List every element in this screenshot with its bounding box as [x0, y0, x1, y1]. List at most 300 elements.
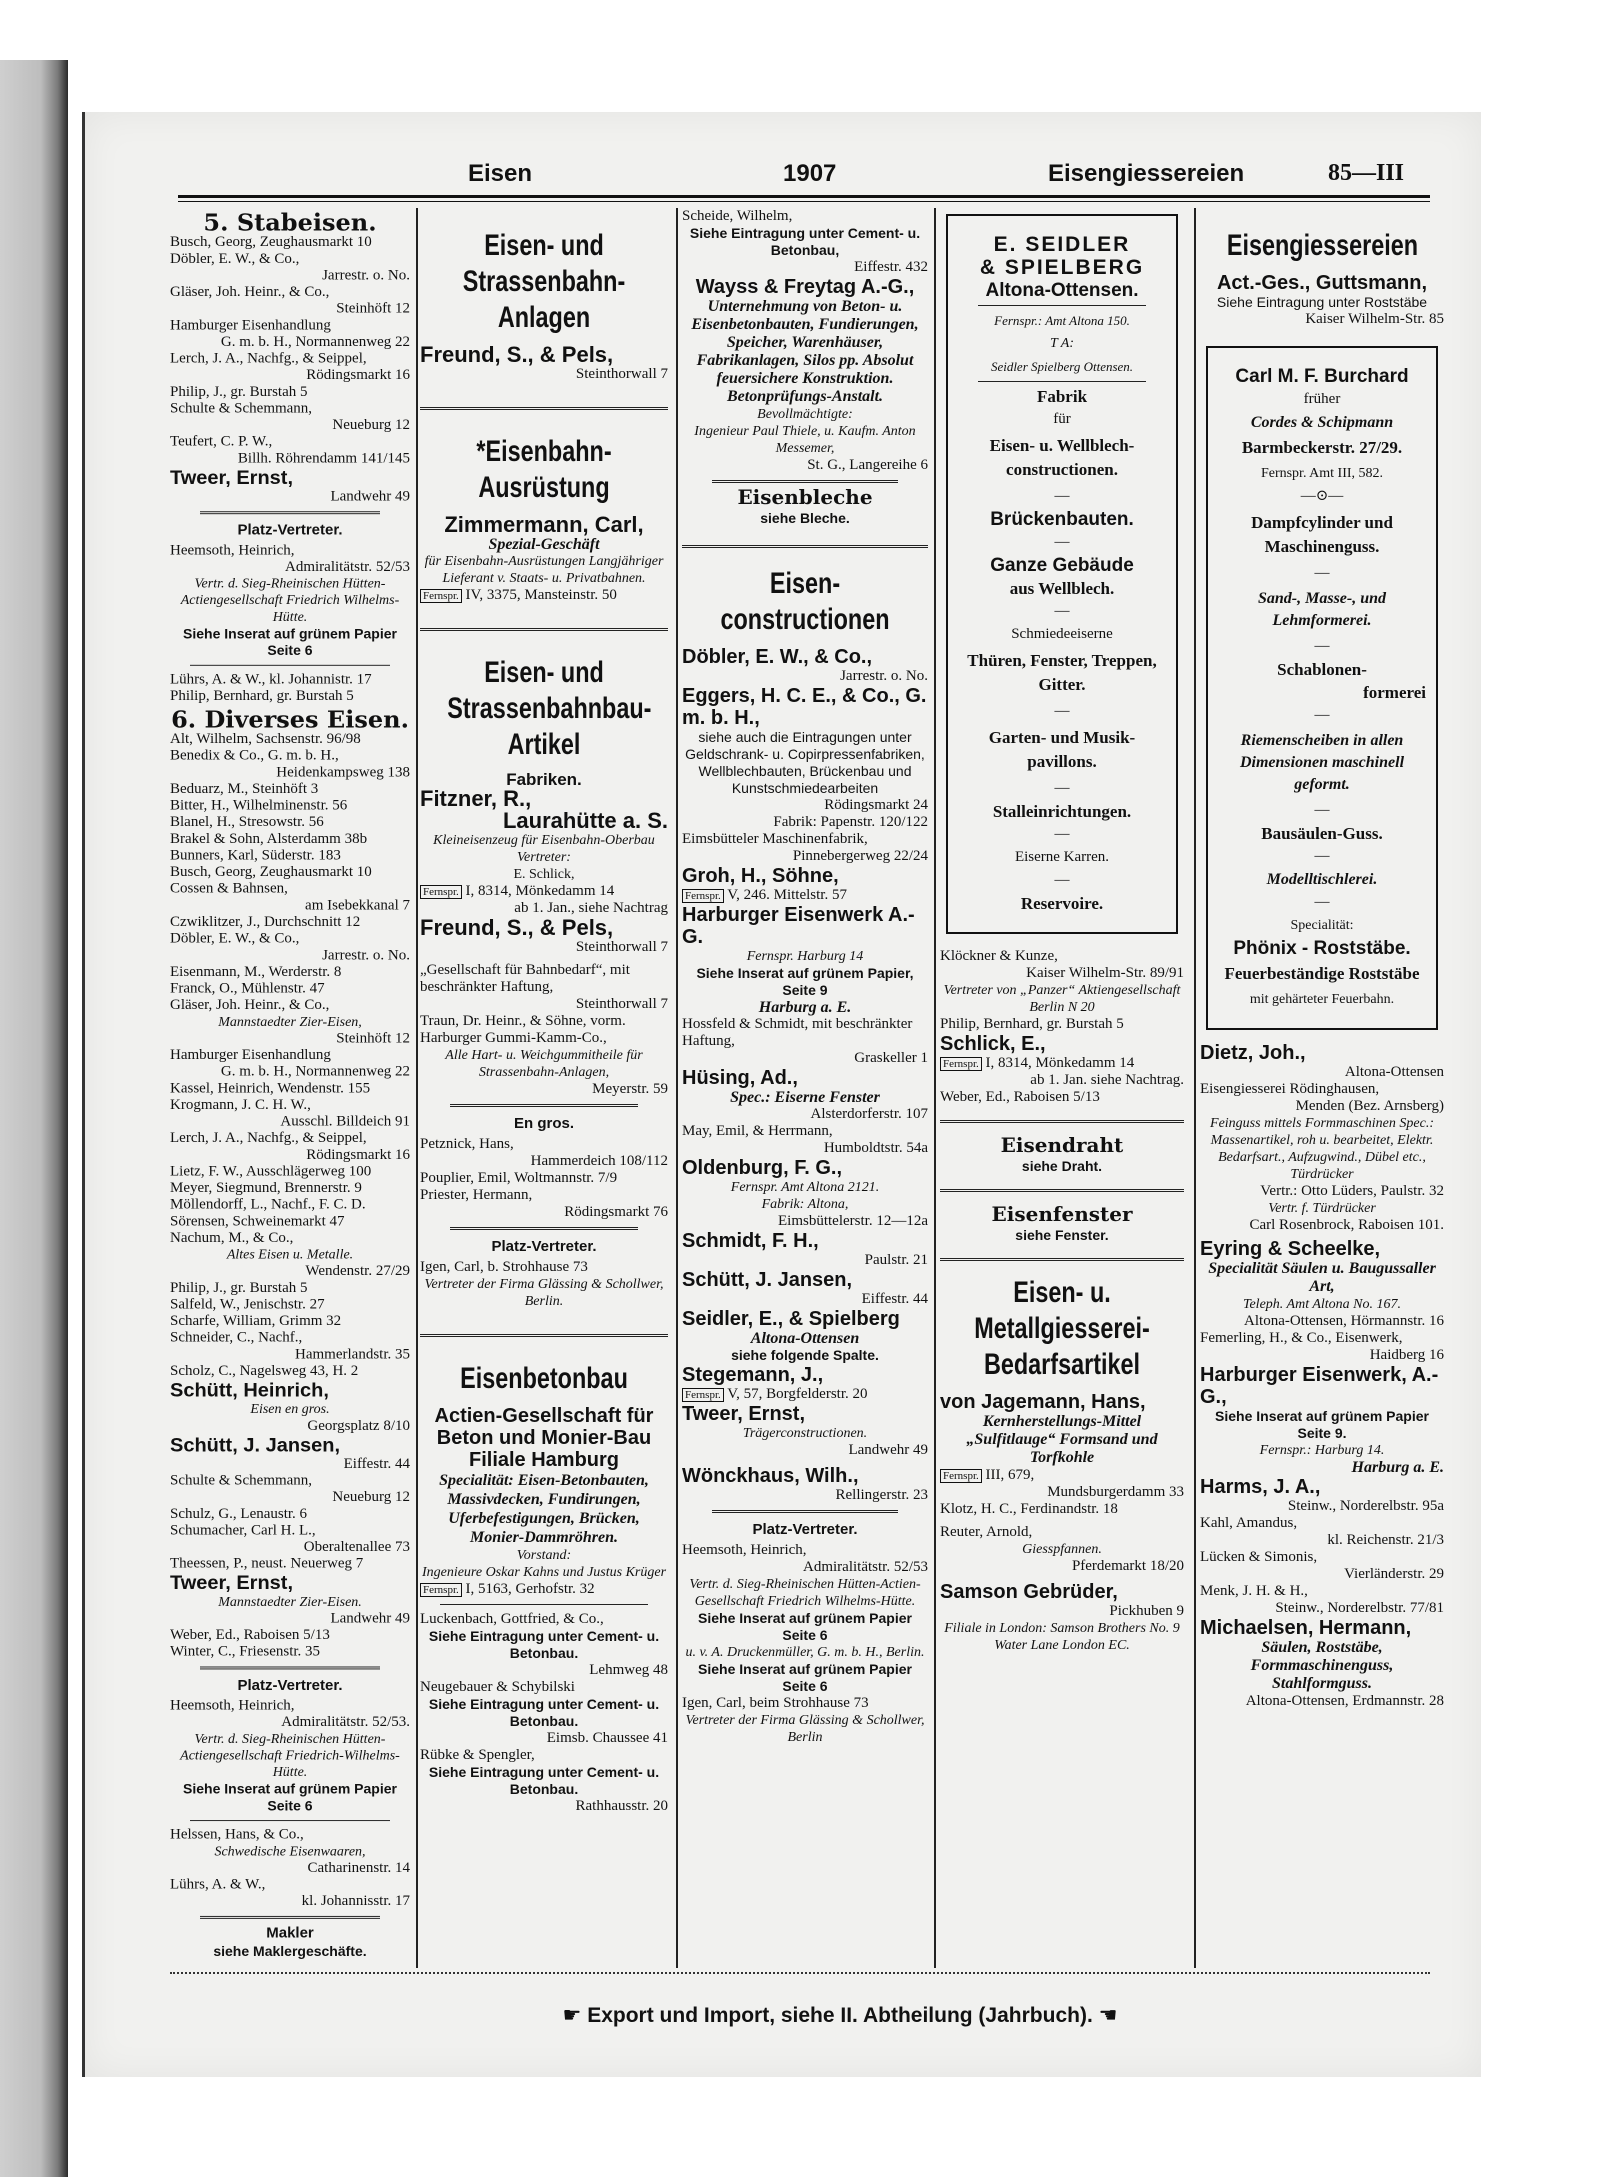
- ad-text: Thüren, Fenster, Treppen, Gitter.: [967, 651, 1157, 694]
- entry-notice: Siehe Eintragung unter Cement- u. Betonbau.: [428, 1628, 660, 1661]
- entry-name: Gläser, Joh. Heinr., & Co.,: [170, 997, 330, 1014]
- entry-address: Rathhausstr. 20: [575, 1798, 668, 1814]
- entry-name: Eimsbütteler Maschinenfabrik,: [682, 831, 868, 847]
- entry-name: Schlick, E.,: [940, 1033, 1046, 1055]
- column-rule: [934, 208, 936, 1968]
- entry-note: Vertr. f. Türdrücker: [1268, 1201, 1376, 1216]
- entry-address: Altona-Ottensen, Erdmannstr. 28: [1245, 1693, 1444, 1709]
- entry-name: Wayss & Freytag A.-G.,: [695, 276, 915, 298]
- list-item: [170, 1263, 410, 1280]
- entry-name: Harburger Eisenwerk A.-G.: [682, 904, 915, 948]
- entry-name: Act.-Ges., Guttsmann,: [1216, 272, 1428, 294]
- category-heading: Eisenbleche: [737, 485, 873, 509]
- list-item: [170, 731, 410, 748]
- entry-name: Freund, S., & Pels,: [420, 915, 614, 940]
- list-item: [170, 1297, 410, 1314]
- entry-address: Rödingsmarkt 16: [306, 1147, 410, 1163]
- entry-name: Zimmermann, Carl,: [444, 512, 644, 537]
- entry-note: Vorstand:: [516, 1548, 572, 1563]
- entry-name: Lietz, F. W., Ausschlägerweg 100: [170, 1163, 372, 1180]
- entry-address: Alsterdorferstr. 107: [810, 1106, 928, 1122]
- divider: [712, 480, 898, 483]
- entry-notice: siehe auch die Eintragungen unter Geldschrank- u. Copirpressenfabriken, Wellblechbauten, Brückenbau und Kunstschmiedearbeiten: [685, 729, 925, 796]
- entry-name: Philip, J., gr. Burstah 5: [170, 1280, 308, 1296]
- list-item: [170, 384, 410, 401]
- telephone-label: Fernspr.: [940, 1469, 982, 1483]
- entry-address: Hammerdeich 108/112: [530, 1153, 668, 1169]
- entry-address: Jarrestr. o. No.: [322, 947, 410, 964]
- ad-text: Stalleinrichtungen.: [992, 802, 1132, 821]
- entry-name: Schneider, C., Nachf.,: [170, 1329, 303, 1346]
- entry-address: Haidberg 16: [1369, 1347, 1444, 1363]
- entry-name: Lührs, A. & W.,: [170, 1876, 266, 1893]
- entry-name: Eisenmann, M., Werderstr. 8: [170, 964, 342, 980]
- list-item: [170, 748, 410, 781]
- entry: Weber, Ed., Raboisen 5/13: [940, 1089, 1100, 1105]
- ad-dash: —: [1314, 802, 1330, 818]
- entry: Klotz, H. C., Ferdinandstr. 18: [940, 1501, 1118, 1517]
- entry-name: Bunners, Karl, Süderstr. 183: [170, 847, 341, 864]
- list-item: [170, 1627, 410, 1644]
- ad-text: Bausäulen-Guss.: [1261, 824, 1383, 843]
- section-note: siehe Maklergeschäfte.: [213, 1943, 367, 1959]
- entry-name: Winter, C., Friesenstr. 35: [170, 1643, 321, 1660]
- list-item: [170, 997, 410, 1030]
- entry-name: Franck, O., Mühlenstr. 47: [170, 980, 325, 997]
- entry-address: Jarrestr. o. No.: [322, 267, 410, 284]
- entry-note: Giesspfannen.: [1022, 1542, 1102, 1557]
- entry-name: Femerling, H., & Co., Eisenwerk,: [1200, 1330, 1403, 1346]
- list-item: [170, 814, 410, 831]
- entry-address: Eiffestr. 44: [343, 1456, 410, 1472]
- entry-address: Landwehr 49: [848, 1442, 928, 1458]
- ad-title: & SPIELBERG: [979, 256, 1145, 279]
- entry-name: Seidler, E., & Spielberg: [682, 1308, 900, 1330]
- entry-address: I, 8314, Mönkedamm 14: [465, 883, 615, 899]
- page-header: [178, 160, 1428, 194]
- entry-note: ab 1. Jan., siehe Nachtrag: [514, 900, 668, 916]
- divider: [420, 407, 668, 410]
- entry-address: Vierländerstr. 29: [1344, 1566, 1444, 1582]
- list-item: [170, 234, 410, 251]
- list-item: [170, 1230, 410, 1263]
- entry-spec: Unternehmung von Beton- u. Eisenbetonbauten, Fundierungen, Speicher, Warenhäuser, Fabrikanlagen, Silos pp. Absolut feuersichere Konstruktion. Betonprüfungs-Anstalt.: [691, 298, 919, 405]
- entry-name: Hüsing, Ad.,: [682, 1067, 798, 1089]
- ad-ornament: —⊙—: [1300, 488, 1344, 504]
- entry-list: [170, 731, 410, 1380]
- entry-list: [170, 1473, 410, 1573]
- column-rule: [676, 208, 678, 1968]
- entry-name: Blanel, H., Stresowstr. 56: [170, 814, 324, 831]
- entry-name: Menk, J. H. & H.,: [1200, 1583, 1308, 1599]
- ad-text: Sand-, Masse-, und Lehmformerei.: [1257, 590, 1387, 629]
- entry-name: Eisengiesserei Rödinghausen,: [1200, 1081, 1380, 1097]
- category-heading: Eisendraht: [1000, 1133, 1124, 1157]
- section-subtitle: Platz-Vertreter.: [491, 1238, 597, 1255]
- entry-address: Hammerlandstr. 35: [295, 1346, 410, 1363]
- list-item: [170, 1506, 410, 1523]
- entry-address: Graskeller 1: [854, 1050, 928, 1066]
- entry-address: Landwehr 49: [330, 488, 410, 505]
- entry-note: Kleineisenzeug für Eisenbahn-Oberbau: [433, 833, 655, 848]
- entry-note: Teleph. Amt Altona No. 167.: [1242, 1297, 1402, 1312]
- entry-note: Ingenieur Paul Thiele, u. Kaufm. Anton Messemer,: [694, 424, 916, 456]
- header-rule: [178, 195, 1430, 198]
- ad-dash: —: [1314, 894, 1330, 910]
- ad-text: Riemenscheiben in allen Dimensionen maschinell geformt.: [1239, 732, 1405, 793]
- entry-address: Steinthorwall 7: [575, 939, 668, 955]
- entry-name: Tweer, Ernst,: [682, 1403, 806, 1425]
- entry-name: Döbler, E. W., & Co.,: [682, 646, 873, 668]
- entry-name: Samson Gebrüder,: [940, 1581, 1118, 1603]
- entry-name: Heemsoth, Heinrich,: [170, 1697, 295, 1714]
- entry-name: Hamburger Eisenhandlung: [170, 317, 331, 334]
- entry-address: Meyerstr. 59: [592, 1081, 668, 1097]
- entry-address: Steinthorwall 7: [575, 366, 668, 382]
- category-heading: Eisen- und Strassenbahnbau-Artikel: [447, 656, 652, 761]
- column-2: [420, 208, 668, 1815]
- entry-name: Eyring & Scheelke,: [1200, 1238, 1381, 1260]
- list-item: [420, 1136, 668, 1170]
- entry-name: Tweer, Ernst,: [170, 467, 294, 489]
- pencil-mark: [170, 1972, 1430, 1974]
- divider: [190, 1820, 390, 1821]
- entry-name: Schütt, Heinrich,: [170, 1379, 329, 1402]
- ad-text: Reservoire.: [1020, 894, 1104, 913]
- entry-name: Oldenburg, F. G.,: [682, 1157, 842, 1179]
- entry-name: Schulz, G., Lenaustr. 6: [170, 1506, 308, 1522]
- entry-name: Schütt, J. Jansen,: [682, 1269, 853, 1291]
- list-item: [170, 1214, 410, 1231]
- entry: Philip, Bernhard, gr. Burstah 5: [170, 688, 354, 704]
- entry-address: V, 57, Borgfelderstr. 20: [727, 1386, 868, 1402]
- entry-name: Tweer, Ernst,: [170, 1572, 294, 1595]
- entry-address: Eimsbüttelerstr. 12—12a: [778, 1213, 928, 1229]
- column-1: [170, 208, 410, 1960]
- ad-dash: —: [1054, 780, 1070, 796]
- entry-note: Feinguss mittels Formmaschinen Spec.: Massenartikel, roh u. bearbeitet, Elektr. Bedarfsart., Aufzugwind., Dübel etc., Türdrücker: [1210, 1116, 1434, 1182]
- ad-dash: —: [1314, 565, 1330, 581]
- entry-spec: Spec.: Eiserne Fenster: [730, 1089, 880, 1106]
- entry-address: Steinhöft 12: [336, 1030, 410, 1047]
- ad-dash: —: [1054, 826, 1070, 842]
- list-item: [170, 798, 410, 815]
- ad-text: mit gehärteter Feuerbahn.: [1249, 992, 1395, 1007]
- entry-notice: Siehe Eintragung unter Roststäbe: [1216, 294, 1428, 310]
- entry-note: Fernspr.: Harburg 14.: [1259, 1443, 1385, 1458]
- entry-name: von Jagemann, Hans,: [940, 1391, 1146, 1413]
- entry-note: Bevollmächtigte:: [757, 407, 853, 422]
- header-year: 1907: [783, 160, 837, 187]
- ad-text: Modelltischlerei.: [1266, 871, 1378, 888]
- header-rule-thin: [178, 201, 1430, 202]
- entry-name: Schmidt, F. H.,: [682, 1230, 819, 1252]
- column-3: [682, 208, 928, 1746]
- section-note: siehe Draht.: [1021, 1158, 1103, 1174]
- entry-location: Altona-Ottensen: [750, 1330, 860, 1347]
- ad-text: früher: [1303, 391, 1341, 407]
- header-left: Eisen: [468, 160, 533, 187]
- list-item: [170, 914, 410, 931]
- list-item: [170, 318, 410, 351]
- entry-note: Fernspr. Harburg 14: [746, 949, 864, 964]
- list-item: [170, 864, 410, 881]
- entry-address: Pinnebergerweg 22/24: [792, 848, 928, 864]
- entry-address: Menden (Bez. Arnsberg): [1295, 1098, 1444, 1114]
- entry-note: Vertreter von „Panzer“ Aktiengesellschaft Berlin N 20: [943, 983, 1181, 1015]
- entry-name: Döbler, E. W., & Co.,: [170, 251, 300, 267]
- entry-address: Rödingsmarkt 16: [306, 367, 410, 384]
- entry-address: I, 5163, Gerhofstr. 32: [465, 1581, 595, 1597]
- entry-address: Billh. Röhrendamm 141/145: [237, 450, 410, 467]
- entry-name: Alt, Wilhelm, Sachsenstr. 96/98: [170, 731, 361, 747]
- entry-address: Neueburg 12: [332, 1489, 410, 1506]
- entry-notice: Siehe Inserat auf grünem Papier Seite 9.: [1215, 1408, 1429, 1441]
- category-heading: Eisen- und Strassenbahn-Anlagen: [462, 229, 626, 334]
- entry-name: Traun, Dr. Heinr., & Söhne, vorm. Harburger Gummi-Kamm-Co.,: [420, 1013, 626, 1046]
- ad-dash: —: [1314, 638, 1330, 654]
- entry-name: Reuter, Arnold,: [940, 1524, 1033, 1540]
- entry-note: Mannstaedter Zier-Eisen.: [218, 1595, 362, 1610]
- ad-title: E. SEIDLER: [993, 233, 1131, 256]
- divider: [200, 1916, 380, 1919]
- ad-text: Schablonen-: [1277, 660, 1367, 679]
- entry-note: Altes Eisen u. Metalle.: [226, 1247, 354, 1263]
- section-subtitle: Platz-Vertreter.: [752, 1521, 858, 1538]
- entry-name: Heemsoth, Heinrich,: [682, 1542, 807, 1558]
- entry-address: Lehmweg 48: [589, 1662, 668, 1678]
- entry-name: Hossfeld & Schmidt, mit beschränkter Haftung,: [682, 1016, 913, 1049]
- list-item: [170, 1047, 410, 1080]
- list-item: [170, 881, 410, 914]
- section-note: siehe Bleche.: [760, 510, 850, 526]
- entry-note: Filiale in London: Samson Brothers No. 9 Water Lane London EC.: [944, 1621, 1180, 1653]
- entry-notice: Siehe Inserat auf grünem Papier Seite 6: [183, 1780, 397, 1814]
- entry-note: Eisen en gros.: [250, 1402, 330, 1418]
- entry-notice: Siehe Eintragung unter Cement- u. Betonbau.: [428, 1764, 660, 1797]
- entry-name: Harms, J. A.,: [1200, 1476, 1321, 1498]
- list-item: [170, 848, 410, 865]
- entry-name: Igen, Carl, b. Strohhause 73: [420, 1259, 588, 1275]
- entry-address: Georgsplatz 8/10: [307, 1418, 410, 1434]
- entry-name: Brakel & Sohn, Alsterdamm 38b: [170, 831, 368, 847]
- entry-address: Altona-Ottensen, Hörmannstr. 16: [1244, 1313, 1444, 1329]
- entry-address: Fabrik: Papenstr. 120/122: [773, 814, 928, 830]
- list-item: [170, 1644, 410, 1661]
- entry-address: Paulstr. 21: [864, 1252, 928, 1268]
- list-item: [170, 1081, 410, 1098]
- list-item: [170, 351, 410, 384]
- entry-address: Admiralitätstr. 52/53: [803, 1559, 928, 1575]
- entry-address: kl. Johannisstr. 17: [301, 1893, 410, 1910]
- entry-name: Czwiklitzer, J., Durchschnitt 12: [170, 914, 361, 930]
- entry-name: Bitter, H., Wilhelminenstr. 56: [170, 797, 348, 814]
- telephone-label: Fernspr.: [420, 1583, 462, 1597]
- entry-name: Luckenbach, Gottfried, & Co.,: [420, 1611, 604, 1627]
- entry-address: Admiralitätstr. 52/53: [285, 559, 410, 575]
- divider: [978, 381, 1146, 382]
- list-item: [170, 1280, 410, 1297]
- section-subtitle: Makler: [266, 1924, 314, 1942]
- ad-text: Cordes & Schipmann: [1250, 414, 1394, 431]
- entry-address: Oberaltenallee 73: [303, 1539, 410, 1555]
- entry-address: Steinw., Norderelbstr. 95a: [1287, 1498, 1444, 1514]
- telephone-label: Fernspr.: [420, 885, 462, 899]
- entry-name: Neugebauer & Schybilski: [420, 1679, 575, 1695]
- entry-name: Heemsoth, Heinrich,: [170, 542, 295, 559]
- entry-name: Harburger Eisenwerk, A.-G.,: [1200, 1364, 1439, 1408]
- entry-address: Catharinenstr. 14: [307, 1860, 410, 1876]
- entry-note: Vertr. d. Sieg-Rheinischen Hütten-Actien-Gesellschaft Friedrich Wilhelms-Hütte.: [689, 1577, 921, 1609]
- hand-pointer-icon: ☛: [562, 2004, 588, 2027]
- entry-name: Möllendorff, L., Nachf., F. C. D.: [170, 1196, 366, 1213]
- entry-address: Neueburg 12: [332, 417, 410, 433]
- entry-name: „Gesellschaft für Bahnbedarf“, mit beschränkter Haftung,: [420, 962, 630, 995]
- entry-name: Lerch, J. A., Nachfg., & Seippel,: [170, 1130, 367, 1147]
- list-item: [170, 964, 410, 981]
- entry-note: Vertreter der Firma Glässing & Schollwer, Berlin.: [424, 1277, 664, 1309]
- entry-name: Teufert, C. P. W.,: [170, 433, 273, 450]
- entry-location: Harburg a. E.: [1351, 1459, 1444, 1476]
- entry-name: Busch, Georg, Zeughausmarkt 10: [170, 234, 372, 251]
- category-heading: Eisenbetonbau: [460, 1362, 628, 1395]
- entry-name: Kahl, Amandus,: [1200, 1515, 1298, 1531]
- book-binding: [0, 60, 68, 2177]
- entry-name: Scheide, Wilhelm,: [682, 208, 793, 224]
- entry-name: Nachum, M., & Co.,: [170, 1230, 294, 1246]
- ad-text: Ganze Gebäude: [990, 555, 1134, 576]
- entry-note: Vertr. d. Sieg-Rheinischen Hütten-Actiengesellschaft Friedrich-Wilhelms-Hütte.: [180, 1732, 400, 1780]
- section-subtitle: Platz-Vertreter.: [237, 522, 343, 539]
- entry-notice: Siehe Eintragung unter Cement- u. Betonbau.: [428, 1696, 660, 1729]
- ad-telephone: Fernspr. Amt III, 582.: [1260, 466, 1384, 481]
- category-heading: Eisengiessereien: [1226, 229, 1419, 262]
- entry-notice: Siehe Inserat auf grünem Papier Seite 6: [698, 1610, 912, 1643]
- ad-text: Eiserne Karren.: [1014, 849, 1110, 865]
- list-item: [170, 1473, 410, 1506]
- entry-note: Fabrik: Altona,: [761, 1197, 849, 1212]
- entry-address: Steinw., Norderelbstr. 77/81: [1275, 1600, 1444, 1616]
- divider: [682, 545, 928, 548]
- ad-dash: —: [1314, 707, 1330, 723]
- entry-note: E. Schlick,: [513, 867, 575, 882]
- entry-address: Carl Rosenbrock, Raboisen 101.: [1249, 1217, 1444, 1233]
- ad-dash: —: [1054, 534, 1070, 550]
- entry-notice: Siehe Inserat auf grünem Papier Seite 6: [698, 1661, 912, 1694]
- divider: [190, 665, 390, 666]
- entry-location: Harburg a. E.: [758, 999, 852, 1016]
- ad-dash: —: [1054, 872, 1070, 888]
- entry-name: Helssen, Hans, & Co.,: [170, 1826, 304, 1843]
- list-item: [170, 1330, 410, 1363]
- entry-address: Admiralitätstr. 52/53.: [281, 1714, 410, 1731]
- page-footer: [440, 2003, 1240, 2028]
- entry-name: Stegemann, J.,: [682, 1364, 824, 1386]
- divider: [420, 1334, 668, 1337]
- entry-name: Freund, S., & Pels,: [420, 342, 614, 367]
- entry-notice: Siehe Inserat auf grünem Papier, Seite 9: [696, 965, 914, 998]
- divider: [450, 1227, 638, 1230]
- advertisement-box: [1206, 346, 1438, 1030]
- list-item: [170, 284, 410, 317]
- list-item: [170, 1164, 410, 1181]
- list-item: [170, 1097, 410, 1130]
- entry-address: Pferdemarkt 18/20: [1071, 1558, 1184, 1574]
- entry-address: III, 679,: [985, 1467, 1035, 1483]
- ad-location: Altona-Ottensen.: [985, 280, 1139, 301]
- ad-telegram-address: Seidler Spielberg Ottensen.: [990, 359, 1134, 374]
- entry-name: Schulte & Schemmann,: [170, 400, 313, 417]
- entry-address: St. G., Langereihe 6: [807, 457, 928, 473]
- ad-telegram: T A:: [1050, 336, 1074, 351]
- footer-text: Export und Import, siehe II. Abtheilung (Jahrbuch).: [587, 2004, 1093, 2027]
- entry-note: u. v. A. Druckenmüller, G. m. b. H., Berlin.: [685, 1645, 925, 1660]
- ad-dash: —: [1314, 848, 1330, 864]
- entry-address: Steinhöft 12: [336, 300, 410, 317]
- list-item: [170, 1523, 410, 1556]
- entry-address: IV, 3375, Mansteinstr. 50: [465, 587, 617, 603]
- entry-note: ab 1. Jan. siehe Nachtrag.: [1030, 1072, 1184, 1088]
- list-item: [170, 1197, 410, 1214]
- entry-name: Fitzner, R.,: [420, 786, 532, 811]
- ad-address: Barmbeckerstr. 27/29.: [1241, 438, 1403, 457]
- list-item: [170, 1130, 410, 1163]
- section-subtitle: Platz-Vertreter.: [237, 1677, 343, 1694]
- divider: [440, 1604, 648, 1605]
- entry-notice: Siehe Inserat auf grünem Papier Seite 6: [183, 625, 397, 658]
- entry-note: Vertreter:: [517, 850, 571, 865]
- entry-address: Rödingsmarkt 24: [824, 797, 928, 813]
- ad-text: Brückenbauten.: [990, 509, 1134, 530]
- entry-notice: Siehe Eintragung unter Cement- u. Betonbau,: [689, 225, 921, 258]
- entry-list: [420, 1136, 668, 1221]
- entry-address: Landwehr 49: [330, 1610, 410, 1627]
- ad-text: formerei: [1363, 683, 1426, 702]
- hand-pointer-icon: ☚: [1098, 2004, 1118, 2027]
- entry-name: Döbler, E. W., & Co.,: [170, 930, 300, 947]
- entry-spec: Spezial-Geschäft: [488, 536, 600, 553]
- entry-address: Steinthorwall 7: [575, 996, 668, 1012]
- entry-note: Schwedische Eisenwaaren,: [214, 1844, 366, 1860]
- entry-address: Rödingsmarkt 76: [564, 1204, 668, 1220]
- ad-dash: —: [1054, 703, 1070, 719]
- header-right: Eisengiessereien: [1048, 160, 1245, 187]
- entry-name: Dietz, Joh.,: [1200, 1042, 1306, 1064]
- entry-spec: Kernherstellungs-Mittel „Sulfitlauge“ Formsand und Torfkohle: [966, 1413, 1158, 1466]
- column-rule: [416, 208, 418, 1968]
- list-item: [420, 1187, 668, 1221]
- entry-address: kl. Reichenstr. 21/3: [1327, 1532, 1444, 1548]
- entry-address: Ausschl. Billdeich 91: [280, 1113, 410, 1130]
- entry-address: Mundsburgerdamm 33: [1047, 1484, 1184, 1500]
- list-item: [170, 1031, 410, 1048]
- entry-name: Petznick, Hans,: [420, 1136, 514, 1152]
- entry-address: Rellingerstr. 23: [835, 1487, 928, 1503]
- ad-text: für: [1053, 411, 1071, 427]
- entry-note: Alle Hart- u. Weichgummitheile für Strassenbahn-Anlagen,: [445, 1048, 643, 1080]
- section-title: 6. Diverses Eisen.: [171, 704, 409, 734]
- divider: [450, 1104, 638, 1107]
- entry: Philip, Bernhard, gr. Burstah 5: [940, 1016, 1124, 1032]
- entry-address: G. m. b. H., Normannenweg 22: [220, 1063, 410, 1080]
- entry-name: Scharfe, William, Grimm 32: [170, 1313, 342, 1330]
- entry-name: May, Emil, & Herrmann,: [682, 1123, 833, 1139]
- list-item: [170, 1363, 410, 1380]
- section-note: siehe Fenster.: [1015, 1227, 1109, 1243]
- entry-name: Igen, Carl, beim Strohhause 73: [682, 1695, 869, 1711]
- ad-text: Eisen- u. Wellblech-constructionen.: [989, 436, 1135, 479]
- divider: [940, 1189, 1184, 1192]
